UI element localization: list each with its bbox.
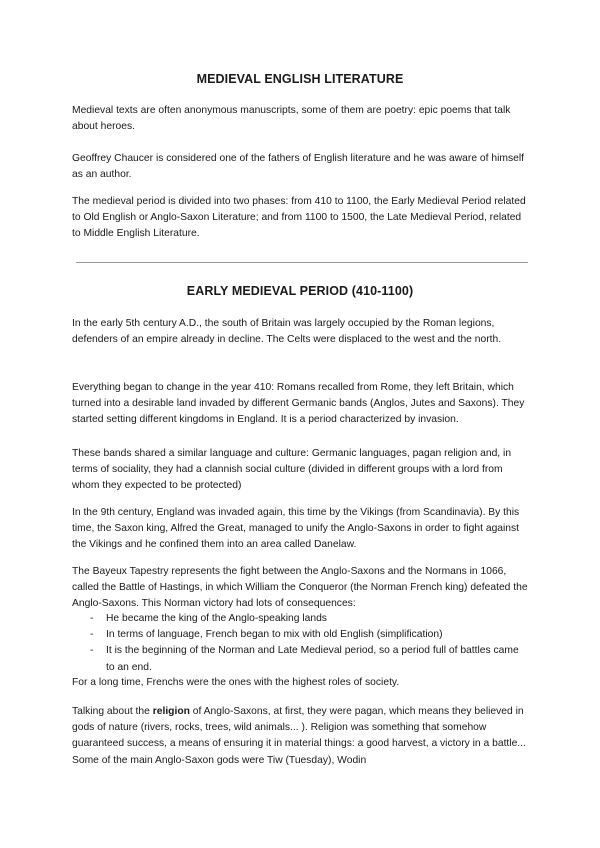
- list-item-text: It is the beginning of the Norman and Late Medieval period, so a period full of battles came to an end.: [106, 645, 519, 673]
- dash-marker: -: [90, 629, 94, 641]
- section-title-early-medieval-period: EARLY MEDIEVAL PERIOD (410-1100): [186, 284, 414, 298]
- dash-marker: -: [90, 645, 94, 657]
- paragraph-roman-legions: In the early 5th century A.D., the south of Britain was largely occupied by the Roman legions, defenders of an empire already in decline. The Celts were displaced to the west and the north.: [72, 318, 502, 346]
- list-item: [72, 611, 528, 627]
- paragraph-chaucer: Geoffrey Chaucer is considered one of the fathers of English literature and he was aware of himself as an author.: [72, 153, 524, 181]
- paragraph-bayeux-tapestry: The Bayeux Tapestry represents the fight between the Anglo-Saxons and the Normans in 1066, called the Battle of Hastings, in which William the Conqueror (the Norman French king) defeated the Anglo-Saxons. This Norman victory had lots of consequences:: [72, 566, 528, 610]
- list-item: [72, 627, 528, 643]
- dash-marker: -: [90, 613, 94, 624]
- paragraph-vikings: In the 9th century, England was invaded again, this time by the Vikings (from Scandinavia). By this time, the Saxon king, Alfred the Great, managed to unify the Anglo-Saxons in order to fight against the Vikings and he confined them into an area called Danelaw.: [72, 507, 520, 551]
- section-divider: [76, 262, 528, 263]
- list-item-text: He became the king of the Anglo-speaking lands: [106, 613, 327, 624]
- religion-keyword: religion: [152, 706, 190, 717]
- paragraph-year-410: Everything began to change in the year 410: Romans recalled from Rome, they left Britain, which turned into a desirable land invaded by different Germanic bands (Anglos, Jutes and Saxons). They started setting different kingdoms in England. It is a period characterized by invasion.: [72, 382, 525, 426]
- religion-text-before: Talking about the: [72, 706, 153, 717]
- list-item: [72, 643, 528, 675]
- paragraph-two-phases: The medieval period is divided into two phases: from 410 to 1100, the Early Medieval Period related to Old English or Anglo-Saxon Literature; and from 1100 to 1500, the Late Medieval Period, related to Middle English Literature.: [72, 196, 526, 240]
- list-item-text: In terms of language, French began to mix with old English (simplification): [106, 629, 443, 641]
- paragraph-anonymous-manuscripts: Medieval texts are often anonymous manuscripts, some of them are poetry: epic poems that talk about heroes.: [72, 105, 511, 133]
- consequences-list: [72, 611, 528, 676]
- section-title-medieval-english-literature: MEDIEVAL ENGLISH LITERATURE: [196, 72, 404, 86]
- paragraph-religion: [72, 704, 528, 769]
- paragraph-frenchs-roles: For a long time, Frenchs were the ones with the highest roles of society.: [72, 677, 400, 688]
- paragraph-germanic-bands: These bands shared a similar language and culture: Germanic languages, pagan religion and, in terms of sociality, they had a clannish social culture (divided in different groups with a lord from whom they expected to be protected): [72, 448, 512, 492]
- religion-text-after: of Anglo-Saxons, at first, they were pagan, which means they believed in gods of nature (rivers, rocks, trees, wild animals... ). Religion was something that somehow guaranteed success, a means of ensuring it in material things: a good harvest, a victory in a battle... Some of the main Anglo-Saxon gods were Tiw (Tuesday), Wodin: [72, 706, 526, 766]
